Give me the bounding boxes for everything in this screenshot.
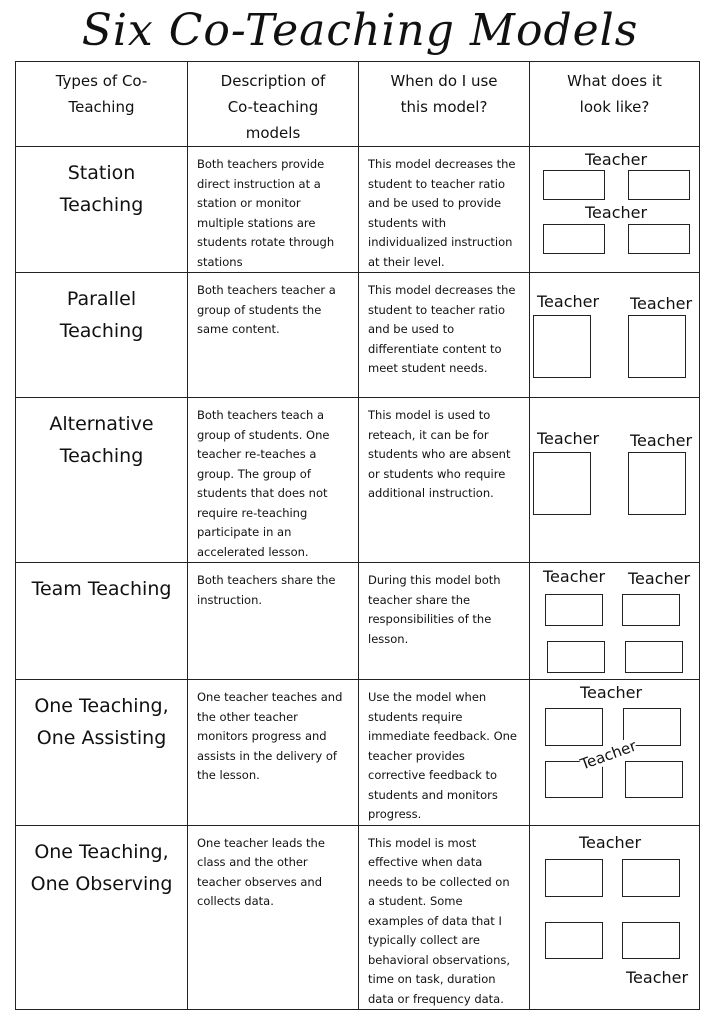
table-row xyxy=(16,398,700,563)
header-looks-like: What does it look like? xyxy=(567,72,662,116)
header-cell xyxy=(16,62,188,147)
student-group-box xyxy=(533,452,591,515)
when-cell: This model decreases the student to teacher ratio and be used to differentiate content to meet student needs. xyxy=(359,273,530,398)
student-group-box xyxy=(545,594,603,626)
teacher-label: Teacher xyxy=(543,567,606,586)
student-group-box xyxy=(543,224,605,254)
student-group-box xyxy=(628,315,686,378)
model-name: One Teaching, One Assisting xyxy=(34,695,169,749)
header-cell xyxy=(359,62,530,147)
teacher-label: Teacher xyxy=(537,292,600,311)
table-row xyxy=(16,147,700,273)
table-row xyxy=(16,273,700,398)
header-types: Types of Co-Teaching xyxy=(55,72,148,116)
student-group-box xyxy=(543,170,605,200)
student-group-box xyxy=(533,315,591,378)
diagram-cell xyxy=(530,147,700,273)
teacher-label: Teacher xyxy=(585,150,648,169)
when-cell: This model decreases the student to teacher ratio and be used to provide students with individualized instruction at their level. xyxy=(359,147,530,273)
description-cell: Both teachers teacher a group of students the same content. xyxy=(188,273,359,398)
table-row xyxy=(16,563,700,680)
teacher-label: Teacher xyxy=(577,736,639,774)
model-name: Station Teaching xyxy=(59,162,144,216)
type-cell xyxy=(16,147,188,273)
model-name: Team Teaching xyxy=(31,578,172,600)
student-group-box xyxy=(628,170,690,200)
description-cell: Both teachers teach a group of students. One teacher re-teaches a group. The group of students that does not require re-teaching participate in an accelerated lesson. xyxy=(188,398,359,563)
header-row xyxy=(16,62,700,147)
diagram-cell xyxy=(530,398,700,563)
type-cell xyxy=(16,825,188,1010)
teacher-label: Teacher xyxy=(537,429,600,448)
student-group-box xyxy=(625,641,683,673)
student-group-box xyxy=(622,594,680,626)
header-cell xyxy=(530,62,700,147)
description-cell: Both teachers provide direct instruction at a station or monitor multiple stations are students rotate through stations xyxy=(188,147,359,273)
model-name: Parallel Teaching xyxy=(59,288,144,342)
table-row xyxy=(16,680,700,826)
model-name: Alternative Teaching xyxy=(49,413,154,467)
description-cell: One teacher leads the class and the other teacher observes and collects data. xyxy=(188,825,359,1010)
student-group-box xyxy=(545,922,603,959)
description-cell: Both teachers share the instruction. xyxy=(188,563,359,680)
student-group-box xyxy=(545,859,603,897)
teacher-label: Teacher xyxy=(630,294,693,313)
student-group-box xyxy=(628,452,686,515)
teacher-label: Teacher xyxy=(628,569,691,588)
type-cell xyxy=(16,273,188,398)
diagram-cell xyxy=(530,825,700,1010)
description-cell: One teacher teaches and the other teacher monitors progress and assists in the delivery of the lesson. xyxy=(188,680,359,826)
when-cell: Use the model when students require immediate feedback. One teacher provides corrective feedback to students and monitors progress. xyxy=(359,680,530,826)
student-group-box xyxy=(625,761,683,798)
student-group-box xyxy=(547,641,605,673)
teacher-label: Teacher xyxy=(626,967,689,987)
header-description: Description of Co-teaching models xyxy=(220,72,326,142)
when-cell: During this model both teacher share the responsibilities of the lesson. xyxy=(359,563,530,680)
student-group-box xyxy=(545,708,603,746)
student-group-box xyxy=(628,224,690,254)
type-cell xyxy=(16,398,188,563)
teacher-label: Teacher xyxy=(630,431,693,450)
teacher-label: Teacher xyxy=(585,203,648,222)
type-cell xyxy=(16,680,188,826)
diagram-cell xyxy=(530,563,700,680)
teacher-label: Teacher xyxy=(579,832,642,852)
co-teaching-table xyxy=(15,61,700,1010)
model-name: One Teaching, One Observing xyxy=(30,840,173,895)
when-cell: This model is used to reteach, it can be for students who are absent or students who require additional instruction. xyxy=(359,398,530,563)
page-title: Six Co-Teaching Models xyxy=(81,5,639,56)
type-cell xyxy=(16,563,188,680)
table-row xyxy=(16,825,700,1010)
student-group-box xyxy=(622,859,680,897)
header-when: When do I use this model? xyxy=(390,72,498,116)
diagram-cell xyxy=(530,680,700,826)
student-group-box xyxy=(622,922,680,959)
header-cell xyxy=(188,62,359,147)
when-cell: This model is most effective when data needs to be collected on a student. Some examples of data that I typically collect are behavioral observations, time on task, duration data or frequency data. xyxy=(359,825,530,1010)
diagram-cell xyxy=(530,273,700,398)
teacher-label: Teacher xyxy=(580,683,643,702)
